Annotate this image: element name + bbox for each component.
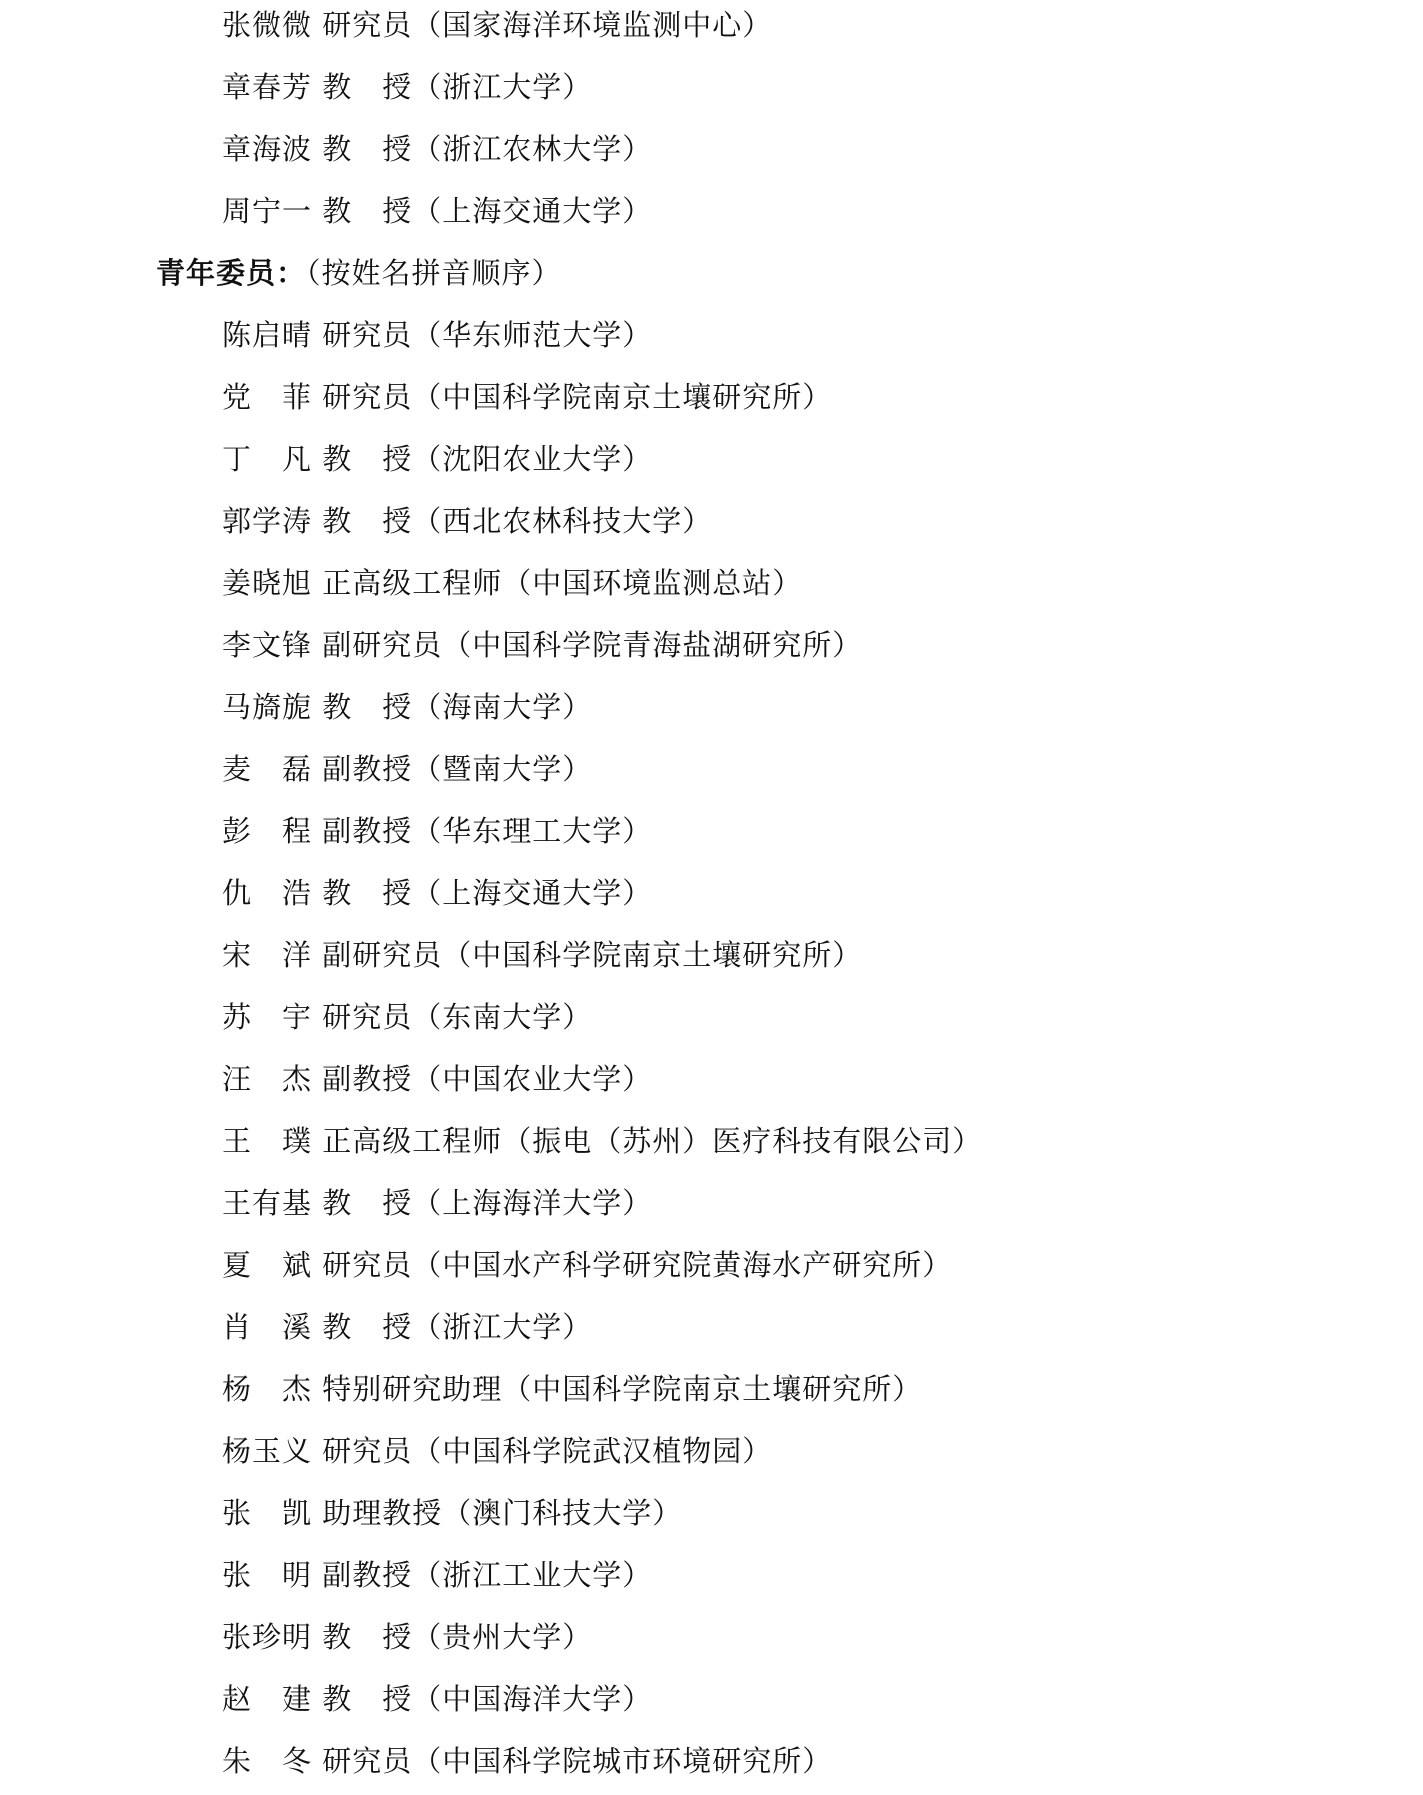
youth-member-line: 张 明 副教授（浙江工业大学） (222, 1558, 653, 1592)
youth-member-line: 麦 磊 副教授（暨南大学） (222, 752, 593, 786)
youth-member-line: 杨玉义 研究员（中国科学院武汉植物园） (222, 1434, 773, 1468)
youth-member-line: 汪 杰 副教授（中国农业大学） (222, 1062, 653, 1096)
youth-member-line: 肖 溪 教 授（浙江大学） (222, 1310, 593, 1344)
youth-member-line: 宋 洋 副研究员（中国科学院南京土壤研究所） (222, 938, 863, 972)
youth-member-line: 王 璞 正高级工程师（振电（苏州）医疗科技有限公司） (222, 1124, 983, 1158)
youth-member-line: 郭学涛 教 授（西北农林科技大学） (222, 504, 713, 538)
youth-member-line: 李文锋 副研究员（中国科学院青海盐湖研究所） (222, 628, 863, 662)
youth-member-line: 张 凯 助理教授（澳门科技大学） (222, 1496, 683, 1530)
youth-member-line: 杨 杰 特别研究助理（中国科学院南京土壤研究所） (222, 1372, 923, 1406)
youth-member-line: 陈启晴 研究员（华东师范大学） (222, 318, 653, 352)
member-line: 章春芳 教 授（浙江大学） (222, 70, 593, 104)
youth-member-line: 仇 浩 教 授（上海交通大学） (222, 876, 653, 910)
youth-member-line: 张珍明 教 授（贵州大学） (222, 1620, 593, 1654)
youth-member-line: 朱 冬 研究员（中国科学院城市环境研究所） (222, 1744, 833, 1778)
youth-member-line: 党 菲 研究员（中国科学院南京土壤研究所） (222, 380, 833, 414)
youth-member-line: 马旖旎 教 授（海南大学） (222, 690, 593, 724)
section-heading (156, 248, 562, 298)
youth-member-line: 赵 建 教 授（中国海洋大学） (222, 1682, 653, 1716)
youth-member-line: 姜晓旭 正高级工程师（中国环境监测总站） (222, 566, 803, 600)
youth-member-line: 丁 凡 教 授（沈阳农业大学） (222, 442, 653, 476)
youth-member-line: 彭 程 副教授（华东理工大学） (222, 814, 653, 848)
member-line: 周宁一 教 授（上海交通大学） (222, 194, 653, 228)
member-line: 张微微 研究员（国家海洋环境监测中心） (222, 8, 773, 42)
member-line: 章海波 教 授（浙江农林大学） (222, 132, 653, 166)
youth-member-line: 苏 宇 研究员（东南大学） (222, 1000, 593, 1034)
section-heading-label: 青年委员： (156, 256, 307, 290)
youth-member-line: 王有基 教 授（上海海洋大学） (222, 1186, 653, 1220)
section-heading-note: （按姓名拼音顺序） (306, 256, 562, 290)
youth-member-line: 夏 斌 研究员（中国水产科学研究院黄海水产研究所） (222, 1248, 953, 1282)
